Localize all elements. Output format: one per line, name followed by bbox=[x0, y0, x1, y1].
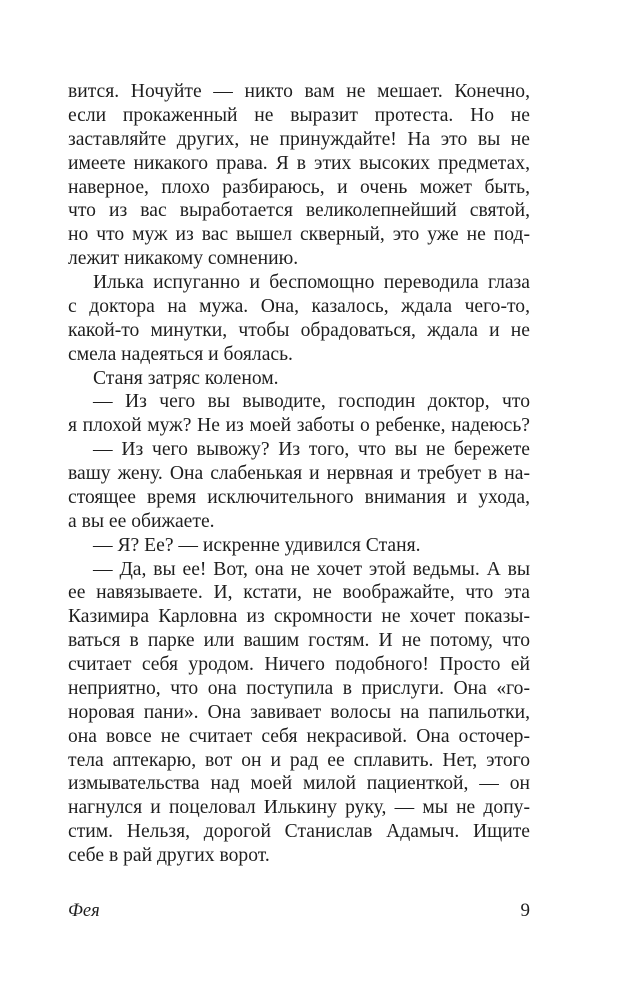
text-line: вится. Ночуйте — никто вам не мешает. Конечно, bbox=[68, 81, 530, 102]
text-line: я плохой муж? Не из моей заботы о ребенке, надеюсь? bbox=[68, 415, 530, 437]
page-number: 9 bbox=[520, 900, 530, 921]
text-line: вашу жену. Она слабенькая и нервная и требует в на- bbox=[68, 463, 530, 484]
text-line: имеете никакого права. Я в этих высоких предметах, bbox=[68, 152, 530, 174]
text-line: наверное, плохо разбираюсь, и очень может быть, bbox=[68, 176, 530, 198]
running-title: Фея bbox=[68, 901, 100, 921]
text-line: но что муж из вас вышел скверный, это уже не под- bbox=[68, 224, 530, 246]
text-line: а вы ее обижаете. bbox=[68, 510, 215, 532]
text-line: измывательства над моей милой пациенткой, — он bbox=[68, 773, 530, 795]
text-line: — Я? Ее? — искренне удивился Станя. bbox=[93, 534, 421, 556]
text-line: стим. Нельзя, дорогой Станислав Адамыч. Ищите bbox=[68, 821, 530, 843]
text-line: с доктора на мужа. Она, казалось, ждала чего-то, bbox=[68, 295, 530, 317]
text-line: себе в рай других ворот. bbox=[68, 845, 270, 866]
text-line: неприятно, что она поступила в прислуги. Она «го- bbox=[68, 677, 530, 699]
text-line: она вовсе не считает себя некрасивой. Она осточер- bbox=[68, 725, 530, 747]
text-line: ваться в парке или вашим гостям. И не потому, что bbox=[68, 630, 530, 652]
text-line: — Из чего вывожу? Из того, что вы не бережете bbox=[93, 439, 530, 461]
text-line: какой-то минутки, чтобы обрадоваться, ждала и не bbox=[68, 319, 530, 341]
text-line: что из вас выработается великолепнейший святой, bbox=[68, 200, 530, 222]
text-line: нагнулся и поцеловал Илькину руку, — мы не допу- bbox=[68, 797, 530, 819]
page-text-block bbox=[68, 80, 530, 868]
text-line: норовая пани». Она завивает волосы на папильотки, bbox=[68, 701, 530, 723]
text-line: тела аптекарю, вот он и рад ее сплавить. Нет, этого bbox=[68, 749, 530, 771]
text-line: стоящее время исключительного внимания и ухода, bbox=[68, 486, 530, 508]
page-footer bbox=[68, 899, 530, 923]
text-line: заставляйте других, не принуждайте! На это вы не bbox=[68, 128, 530, 150]
text-line: ее навязываете. И, кстати, не воображайте, что эта bbox=[68, 582, 530, 604]
text-line: Казимира Карловна из скромности не хочет показы- bbox=[68, 606, 530, 628]
text-line: — Да, вы ее! Вот, она не хочет этой ведьмы. А вы bbox=[93, 558, 530, 580]
text-line: лежит никакому сомнению. bbox=[68, 248, 299, 270]
text-line: если прокаженный не выразит протеста. Но не bbox=[68, 104, 530, 126]
text-line: Илька испуганно и беспомощно переводила глаза bbox=[93, 272, 530, 293]
text-line: считает себя уродом. Ничего подобного! Просто ей bbox=[68, 654, 530, 675]
text-line: Станя затряс коленом. bbox=[93, 367, 279, 389]
text-line: смела надеяться и боялась. bbox=[68, 343, 293, 365]
text-line: — Из чего вы выводите, господин доктор, что bbox=[93, 391, 530, 413]
